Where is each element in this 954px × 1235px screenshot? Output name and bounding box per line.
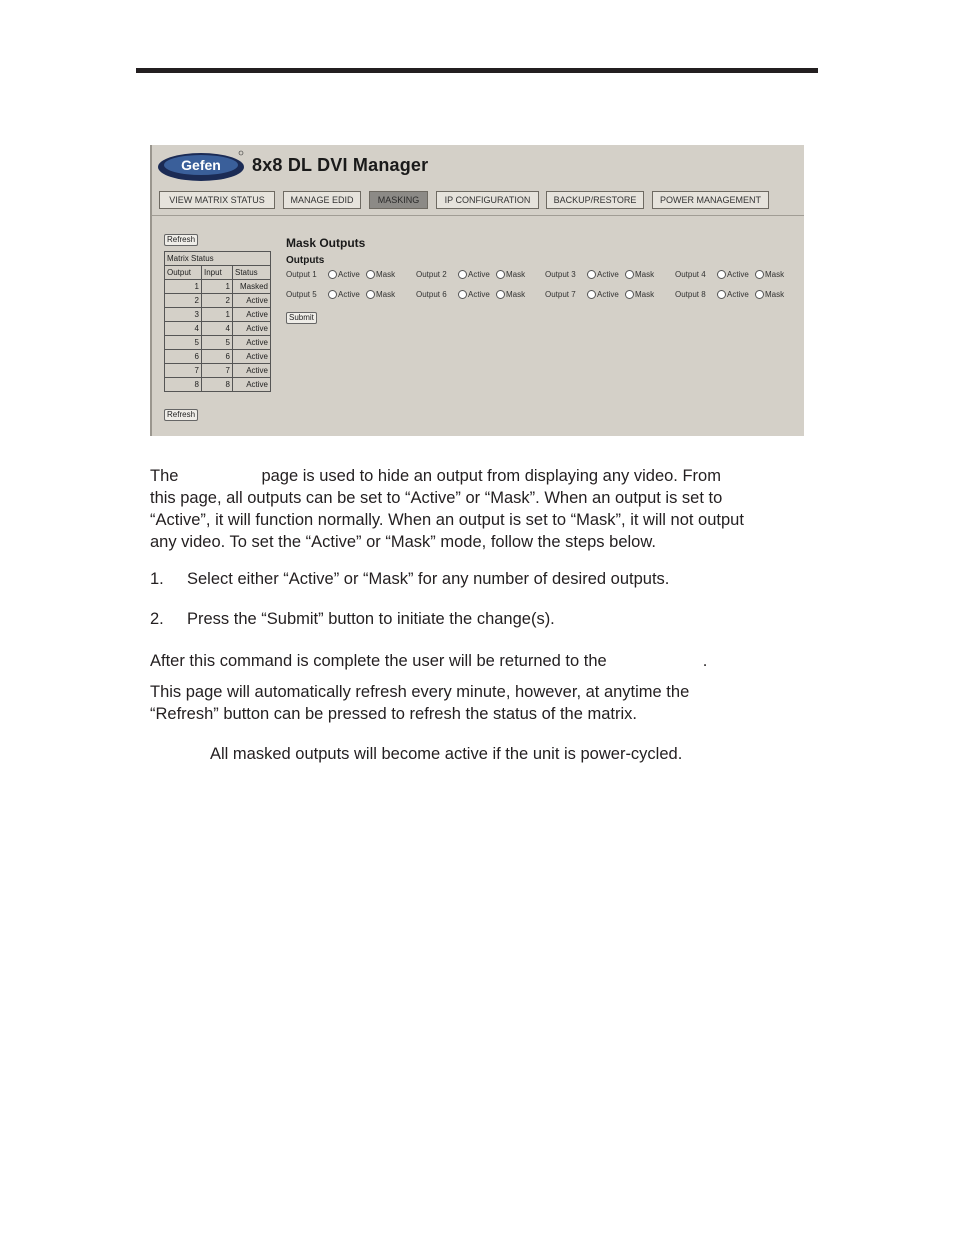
nav-power-management[interactable]: POWER MANAGEMENT: [652, 191, 769, 209]
mask-option-label: Mask: [765, 290, 785, 299]
output-label: Output 3: [545, 270, 576, 279]
output-2-mask-radio[interactable]: [496, 270, 505, 279]
cell-input: 1: [202, 280, 233, 294]
output-7-active-radio[interactable]: [587, 290, 596, 299]
output-8-active-radio[interactable]: [717, 290, 726, 299]
active-option-label: Active: [727, 270, 749, 279]
cell-input: 8: [202, 378, 233, 392]
output-5-active-radio[interactable]: [328, 290, 337, 299]
active-option-label: Active: [727, 290, 749, 299]
output-4-active-radio[interactable]: [717, 270, 726, 279]
refresh-line-1: This page will automatically refresh every minute, however, at anytime the: [150, 683, 690, 701]
output-label: Output 5: [286, 290, 317, 299]
output-1-active-radio[interactable]: [328, 270, 337, 279]
nav-backup-restore[interactable]: BACKUP/RESTORE: [546, 191, 644, 209]
cell-input: 4: [202, 322, 233, 336]
cell-output: 4: [165, 322, 202, 336]
table-row: [165, 364, 271, 378]
cell-output: 6: [165, 350, 202, 364]
table-row: [165, 378, 271, 392]
cell-input: 7: [202, 364, 233, 378]
mask-outputs-title: Mask Outputs: [286, 236, 366, 250]
after-line: [150, 650, 810, 672]
table-row: [165, 322, 271, 336]
output-7-mask-radio[interactable]: [625, 290, 634, 299]
intro-rest: page is used to hide an output from displaying any video. From: [261, 467, 721, 485]
intro-line-3: “Active”, it will function normally. When an output is set to “Mask”, it will not output: [150, 511, 744, 529]
cell-output: 8: [165, 378, 202, 392]
output-8-mask-radio[interactable]: [755, 290, 764, 299]
output-5-mask-radio[interactable]: [366, 290, 375, 299]
after-start: After this command is complete the user will be returned to the: [150, 652, 607, 670]
after-end: .: [702, 652, 708, 670]
nav-divider: [152, 215, 804, 216]
intro-line-1: [150, 465, 810, 487]
step-2-number: 2.: [150, 610, 164, 628]
output-6-active-radio[interactable]: [458, 290, 467, 299]
active-option-label: Active: [468, 270, 490, 279]
matrix-caption: Matrix Status: [165, 252, 271, 266]
cell-status: Active: [233, 350, 271, 364]
cell-input: 1: [202, 308, 233, 322]
table-row: [165, 308, 271, 322]
cell-input: 2: [202, 294, 233, 308]
intro-line-4: any video. To set the “Active” or “Mask” mode, follow the steps below.: [150, 533, 656, 551]
col-header-input: Input: [202, 266, 233, 280]
mask-option-label: Mask: [376, 290, 396, 299]
col-header-status: Status: [233, 266, 271, 280]
top-rule: [136, 68, 818, 73]
mask-option-label: Mask: [635, 270, 655, 279]
cell-output: 2: [165, 294, 202, 308]
submit-button[interactable]: Submit: [286, 312, 317, 324]
output-3-mask-radio[interactable]: [625, 270, 634, 279]
active-option-label: Active: [338, 270, 360, 279]
active-option-label: Active: [338, 290, 360, 299]
nav-masking[interactable]: MASKING: [369, 191, 428, 209]
cell-status: Active: [233, 378, 271, 392]
output-label: Output 4: [675, 270, 706, 279]
step-1-number: 1.: [150, 570, 164, 588]
output-label: Output 8: [675, 290, 706, 299]
gefen-logo: [157, 150, 245, 182]
cell-output: 1: [165, 280, 202, 294]
output-6-mask-radio[interactable]: [496, 290, 505, 299]
note-text: All masked outputs will become active if the unit is power-cycled.: [210, 745, 683, 763]
refresh-button-bottom[interactable]: Refresh: [164, 409, 198, 421]
cell-status: Active: [233, 336, 271, 350]
output-2-active-radio[interactable]: [458, 270, 467, 279]
table-row: [165, 350, 271, 364]
nav-manage-edid[interactable]: MANAGE EDID: [283, 191, 361, 209]
intro-line-2: this page, all outputs can be set to “Active” or “Mask”. When an output is set to: [150, 489, 723, 507]
active-option-label: Active: [597, 270, 619, 279]
cell-output: 3: [165, 308, 202, 322]
intro-start: The: [150, 467, 179, 485]
cell-status: Active: [233, 308, 271, 322]
cell-status: Active: [233, 294, 271, 308]
mask-option-label: Mask: [635, 290, 655, 299]
outputs-section-label: Outputs: [286, 255, 325, 266]
table-row: [165, 280, 271, 294]
output-label: Output 2: [416, 270, 447, 279]
output-label: Output 6: [416, 290, 447, 299]
refresh-button-top[interactable]: Refresh: [164, 234, 198, 246]
matrix-status-table: [164, 251, 271, 392]
output-1-mask-radio[interactable]: [366, 270, 375, 279]
mask-option-label: Mask: [376, 270, 396, 279]
svg-text:Gefen: Gefen: [181, 157, 221, 173]
cell-status: Active: [233, 322, 271, 336]
active-option-label: Active: [468, 290, 490, 299]
mask-option-label: Mask: [765, 270, 785, 279]
cell-output: 7: [165, 364, 202, 378]
cell-input: 5: [202, 336, 233, 350]
mask-option-label: Mask: [506, 290, 526, 299]
output-4-mask-radio[interactable]: [755, 270, 764, 279]
cell-status: Masked: [233, 280, 271, 294]
cell-output: 5: [165, 336, 202, 350]
nav-view-matrix-status[interactable]: VIEW MATRIX STATUS: [159, 191, 275, 209]
col-header-output: Output: [165, 266, 202, 280]
refresh-line-2: “Refresh” button can be pressed to refresh the status of the matrix.: [150, 705, 637, 723]
nav-ip-configuration[interactable]: IP CONFIGURATION: [436, 191, 539, 209]
app-title: 8x8 DL DVI Manager: [252, 155, 429, 175]
table-row: [165, 336, 271, 350]
cell-input: 6: [202, 350, 233, 364]
mask-option-label: Mask: [506, 270, 526, 279]
table-row: [165, 294, 271, 308]
output-label: Output 7: [545, 290, 576, 299]
step-2-text: Press the “Submit” button to initiate the change(s).: [187, 610, 555, 628]
step-1-text: Select either “Active” or “Mask” for any number of desired outputs.: [187, 570, 670, 588]
cell-status: Active: [233, 364, 271, 378]
output-label: Output 1: [286, 270, 317, 279]
active-option-label: Active: [597, 290, 619, 299]
web-ui-screenshot: [150, 145, 804, 436]
output-3-active-radio[interactable]: [587, 270, 596, 279]
